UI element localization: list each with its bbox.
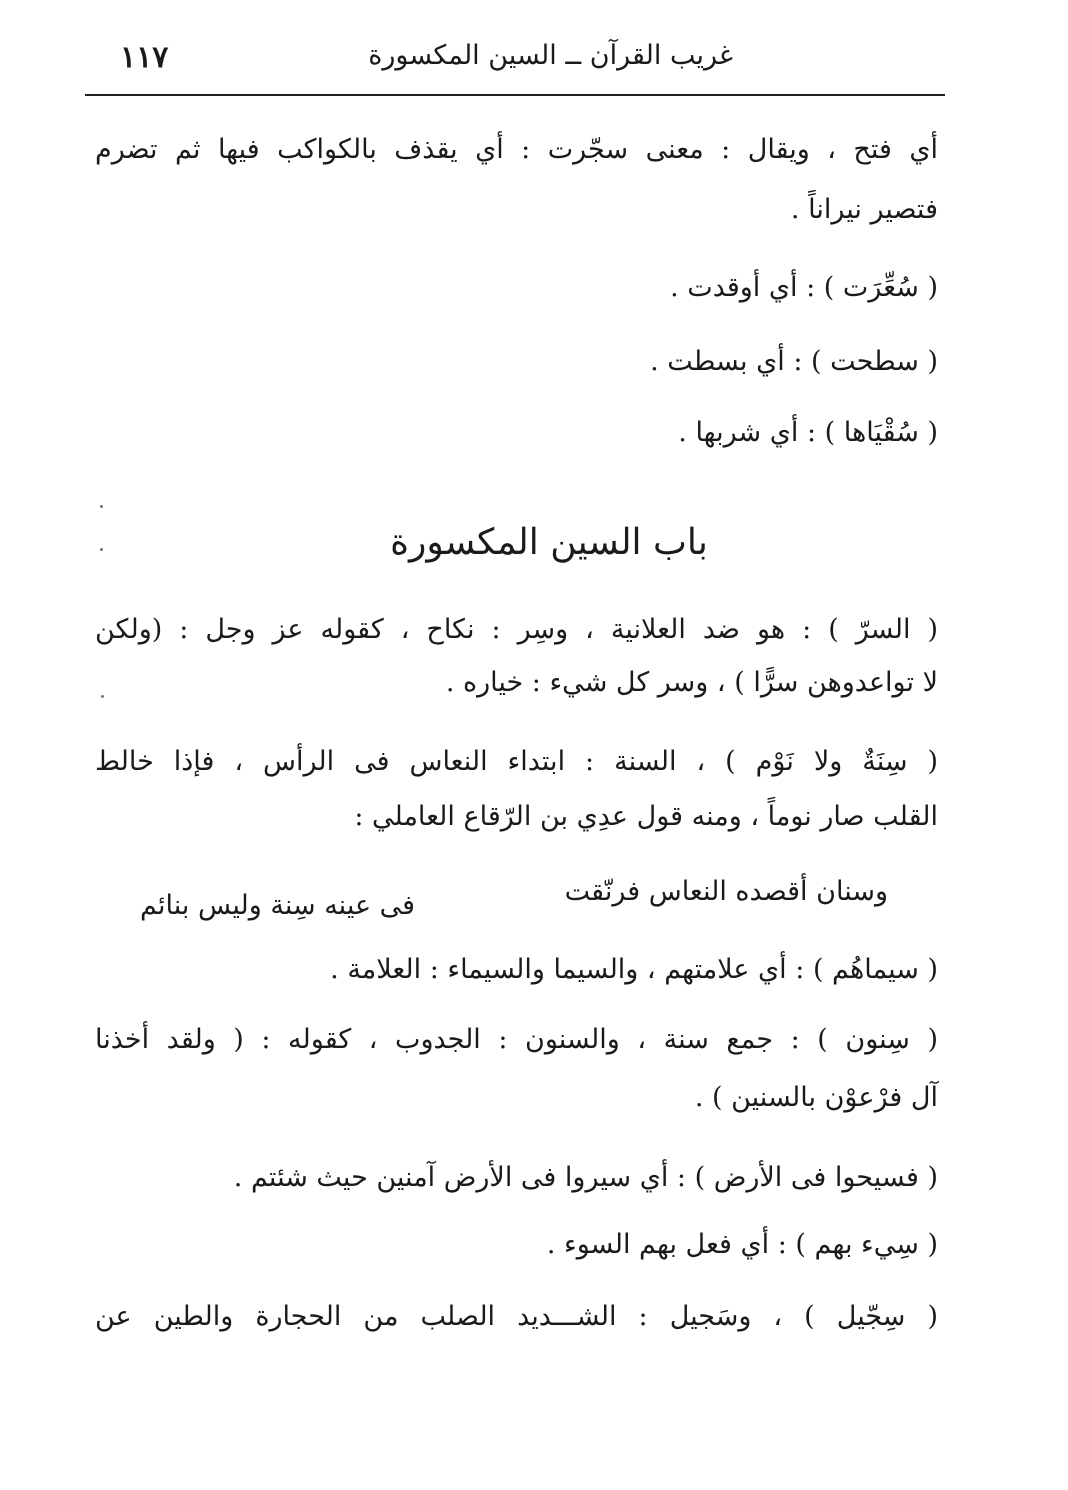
page-number: ١١٧	[120, 40, 169, 75]
para1-line2: فتصير نيراناً .	[790, 194, 938, 225]
entry-simahum: ( سيماهُم ) : أي علامتهم ، والسيما والسيماء : العلامة .	[330, 954, 938, 985]
header-rule	[85, 94, 945, 96]
entry-fasihu: ( فسيحوا فى الأرض ) : أي سيروا فى الأرض آمنين حيث شئتم .	[233, 1162, 938, 1193]
entry-sutihat: ( سطحت ) : أي بسطت .	[650, 346, 938, 377]
page-header	[85, 30, 983, 90]
verse-first-hemistich: وسنان أقصده النعاس فرنّقت	[564, 876, 888, 907]
entry-sirr-line1: ( السرّ ) : هو ضد العلانية ، وسِر : نكاح ، كقوله عز وجل : (ولكن	[95, 614, 938, 645]
entry-sinun-line1: ( سِنون ) : جمع سنة ، والسنون : الجدوب ، كقوله : ( ولقد أخذنا	[95, 1024, 938, 1055]
entry-suqyaha: ( سُقْيَاها ) : أي شربها .	[678, 417, 938, 448]
entry-sinah-line2: القلب صار نوماً ، ومنه قول عدِي بن الرّقاع العاملي :	[354, 801, 938, 832]
entry-sinun-line2: آل فرْعوْن بالسنين ) .	[694, 1082, 938, 1113]
entry-sia: ( سِيء بهم ) : أي فعل بهم السوء .	[546, 1229, 938, 1260]
section-heading: باب السين المكسورة	[390, 522, 708, 563]
scan-speck	[100, 505, 103, 508]
entry-suirat: ( سُعِّرَت ) : أي أوقدت .	[670, 272, 938, 303]
scan-speck	[100, 548, 103, 551]
running-title: غريب القرآن ــ السين المكسورة	[368, 40, 733, 71]
entry-sinah-line1: ( سِنَةٌ ولا نَوْم ) ، السنة : ابتداء النعاس فى الرأس ، فإذا خالط	[95, 746, 938, 777]
scan-speck	[101, 695, 104, 698]
entry-sijjil: ( سِجّيل ) ، وسَجيل : الشـــديد الصلب من الحجارة والطين عن	[95, 1301, 938, 1332]
entry-sirr-line2: لا تواعدوهن سرًّا ) ، وسر كل شيء : خياره .	[445, 667, 938, 698]
verse-second-hemistich: فى عينه سِنة وليس بنائم	[140, 890, 416, 921]
para1-line1: أي فتح ، ويقال : معنى سجّرت : أي يقذف بالكواكب فيها ثم تضرم	[95, 134, 938, 165]
